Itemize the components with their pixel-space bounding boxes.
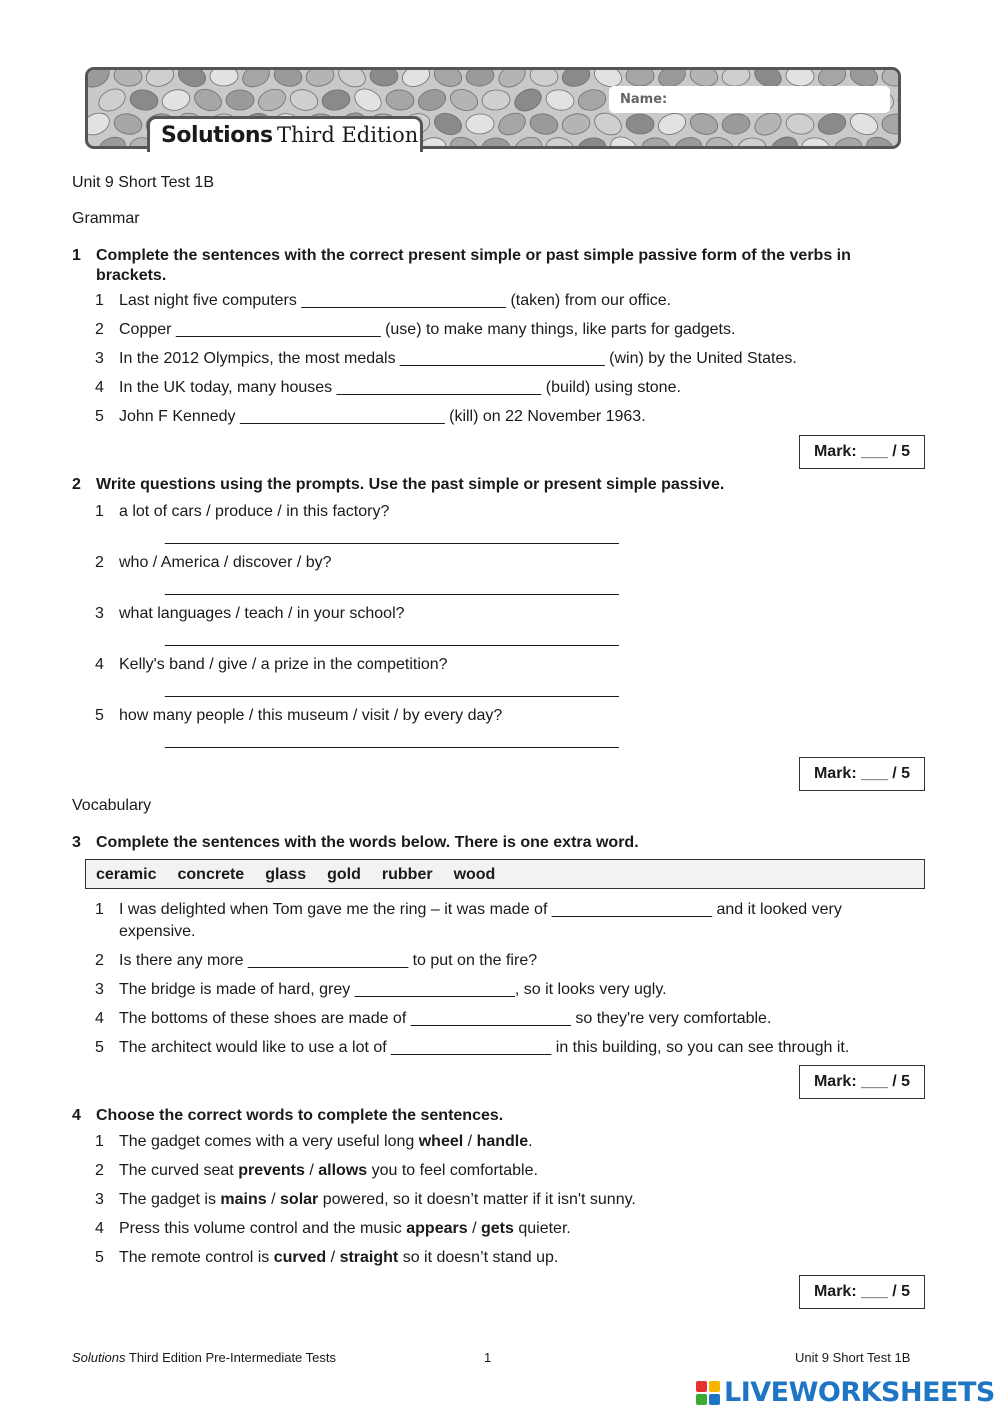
instruction-text: Choose the correct words to complete the sentences. [96, 1107, 504, 1124]
page-number: 1 [484, 1350, 492, 1365]
choice-separator: / [330, 1249, 336, 1266]
logo-squares-icon [696, 1381, 720, 1405]
ex4-item [95, 1160, 538, 1182]
ex2-item [95, 603, 405, 625]
answer-blank[interactable]: __________________ [410, 1010, 571, 1027]
item-text: (kill) on 22 November 1963. [449, 408, 646, 425]
choice-option[interactable]: allows [318, 1162, 368, 1179]
item-text: Last night five computers [119, 292, 297, 309]
answer-blank[interactable]: _______________________ [301, 292, 506, 309]
answer-line[interactable]: ___________________________________________________ [165, 630, 619, 647]
item-text: The gadget comes with a very useful long [119, 1133, 415, 1150]
answer-blank[interactable]: __________________ [551, 901, 713, 918]
item-number: 3 [95, 350, 104, 367]
ex3-item [95, 950, 538, 972]
word-bank-word: wood [453, 866, 496, 883]
item-text: expensive. [119, 923, 196, 940]
prompt-text: how many people / this museum / visit / by every day? [119, 707, 503, 724]
item-number: 1 [95, 1133, 104, 1150]
item-text: (build) using stone. [545, 379, 681, 396]
footer-series: Solutions [72, 1350, 126, 1365]
instruction-text: Complete the sentences with the correct present simple or past simple passive form of the verbs in brackets. [96, 247, 851, 284]
ex3-item [95, 1037, 850, 1059]
ex3-item [95, 899, 909, 943]
ex3-item [95, 1008, 772, 1030]
item-number: 4 [95, 1220, 104, 1237]
answer-line[interactable]: ___________________________________________________ [165, 681, 619, 698]
item-number: 5 [95, 1249, 104, 1266]
ex1-item [95, 406, 646, 428]
liveworksheets-logo[interactable] [696, 1377, 995, 1408]
answer-blank[interactable]: _______________________ [175, 321, 381, 338]
answer-line[interactable]: ___________________________________________________ [165, 579, 619, 596]
item-text: so they're very comfortable. [575, 1010, 772, 1027]
brand-bold: Solutions [161, 123, 273, 148]
prompt-text: Kelly's band / give / a prize in the competition? [119, 656, 448, 673]
item-number: 2 [95, 1162, 104, 1179]
item-text: Copper [119, 321, 172, 338]
ex4-item [95, 1247, 559, 1269]
choice-option[interactable]: prevents [238, 1162, 305, 1179]
item-text: The gadget is [119, 1191, 216, 1208]
choice-option[interactable]: mains [220, 1191, 267, 1208]
choice-option[interactable]: wheel [418, 1133, 464, 1150]
name-field[interactable] [609, 86, 890, 113]
choice-separator: / [309, 1162, 314, 1179]
exercise1-instruction [72, 246, 886, 286]
exercise3-instruction [72, 833, 886, 853]
exercise-number: 1 [72, 247, 81, 264]
item-text: The remote control is [119, 1249, 270, 1266]
exercise-number: 2 [72, 476, 81, 493]
item-text: I was delighted when Tom gave me the ring – it was made of [119, 901, 548, 918]
item-text: (use) to make many things, like parts for gadgets. [385, 321, 736, 338]
item-text: and it looked very [716, 901, 842, 918]
ex4-item [95, 1218, 571, 1240]
item-text: quieter. [518, 1220, 571, 1237]
ex2-item [95, 705, 503, 727]
exercise-number: 4 [72, 1107, 81, 1124]
brand-logo [147, 116, 423, 152]
choice-separator: / [467, 1133, 473, 1150]
item-text: In the 2012 Olympics, the most medals [119, 350, 396, 367]
item-text: powered, so it doesn’t matter if it isn't sunny. [322, 1191, 636, 1208]
item-text: (taken) from our office. [510, 292, 672, 309]
footer-left [72, 1350, 336, 1365]
ex2-item [95, 501, 390, 523]
choice-option[interactable]: solar [280, 1191, 319, 1208]
choice-option[interactable]: handle [476, 1133, 529, 1150]
exercise2-instruction [72, 475, 886, 495]
test-title: Unit 9 Short Test 1B [72, 174, 214, 191]
item-number: 4 [95, 379, 104, 396]
ex1-item [95, 319, 736, 341]
name-label: Name: [620, 92, 668, 107]
answer-blank[interactable]: __________________ [354, 981, 515, 998]
prompt-text: who / America / discover / by? [119, 554, 332, 571]
word-bank [85, 859, 925, 889]
choice-option[interactable]: gets [480, 1220, 514, 1237]
item-text: in this building, so you can see through it. [555, 1039, 850, 1056]
mark-box[interactable]: Mark: ___ / 5 [799, 1275, 925, 1309]
item-number: 2 [95, 554, 104, 571]
ex3-item [95, 979, 667, 1001]
mark-box[interactable]: Mark: ___ / 5 [799, 435, 925, 469]
exercise-number: 3 [72, 834, 81, 851]
instruction-text: Complete the sentences with the words below. There is one extra word. [96, 834, 639, 851]
item-text: John F Kennedy [119, 408, 236, 425]
word-bank-word: ceramic [96, 866, 157, 883]
answer-blank[interactable]: __________________ [391, 1039, 552, 1056]
item-number: 2 [95, 321, 104, 338]
word-bank-word: concrete [177, 866, 245, 883]
item-number: 2 [95, 952, 104, 969]
choice-option[interactable]: appears [406, 1220, 468, 1237]
word-bank-word: glass [265, 866, 307, 883]
item-text: so it doesn’t stand up. [402, 1249, 559, 1266]
item-number: 5 [95, 408, 104, 425]
item-number: 3 [95, 981, 104, 998]
item-number: 4 [95, 1010, 104, 1027]
choice-option[interactable]: straight [339, 1249, 399, 1266]
item-number: 3 [95, 1191, 104, 1208]
exercise4-instruction [72, 1106, 886, 1126]
ex1-item [95, 290, 672, 312]
item-number: 1 [95, 901, 104, 918]
grammar-heading: Grammar [72, 210, 140, 227]
item-text: , so it looks very ugly. [514, 981, 667, 998]
ex4-item [95, 1189, 636, 1211]
answer-blank[interactable]: _______________________ [336, 379, 542, 396]
answer-line[interactable]: ___________________________________________________ [165, 732, 619, 749]
ex1-item [95, 377, 681, 399]
item-number: 4 [95, 656, 104, 673]
answer-line[interactable]: ___________________________________________________ [165, 528, 619, 545]
footer-book: Third Edition Pre-Intermediate Tests [128, 1350, 337, 1365]
item-text: The bottoms of these shoes are made of [119, 1010, 407, 1027]
item-number: 1 [95, 503, 104, 520]
item-text: to put on the fire? [412, 952, 538, 969]
item-text: Is there any more [119, 952, 244, 969]
instruction-text: Write questions using the prompts. Use the past simple or present simple passive. [96, 476, 725, 493]
ex1-item [95, 348, 797, 370]
item-number: 5 [95, 707, 104, 724]
item-text: . [528, 1133, 533, 1150]
vocabulary-heading: Vocabulary [72, 797, 152, 814]
mark-box[interactable]: Mark: ___ / 5 [799, 1065, 925, 1099]
word-bank-word: gold [327, 866, 361, 883]
ex2-item [95, 654, 448, 676]
prompt-text: what languages / teach / in your school? [119, 605, 405, 622]
item-text: (win) by the United States. [609, 350, 797, 367]
logo-text: LIVEWORKSHEETS [724, 1377, 995, 1408]
item-text: The architect would like to use a lot of [119, 1039, 387, 1056]
ex2-item [95, 552, 332, 574]
prompt-text: a lot of cars / produce / in this factory? [119, 503, 390, 520]
item-text: The bridge is made of hard, grey [119, 981, 351, 998]
mark-box[interactable]: Mark: ___ / 5 [799, 757, 925, 791]
footer-right: Unit 9 Short Test 1B [795, 1350, 911, 1365]
item-text: The curved seat [119, 1162, 234, 1179]
ex4-item [95, 1131, 533, 1153]
item-number: 5 [95, 1039, 104, 1056]
answer-blank[interactable]: _______________________ [239, 408, 445, 425]
item-number: 1 [95, 292, 104, 309]
item-text: In the UK today, many houses [119, 379, 333, 396]
item-text: Press this volume control and the music [119, 1220, 402, 1237]
item-text: you to feel comfortable. [371, 1162, 538, 1179]
word-bank-word: rubber [381, 866, 433, 883]
answer-blank[interactable]: _______________________ [400, 350, 605, 367]
item-number: 3 [95, 605, 104, 622]
brand-edition: Third Edition [277, 123, 419, 147]
choice-separator: / [472, 1220, 477, 1237]
choice-option[interactable]: curved [273, 1249, 327, 1266]
choice-separator: / [271, 1191, 276, 1208]
answer-blank[interactable]: __________________ [247, 952, 409, 969]
